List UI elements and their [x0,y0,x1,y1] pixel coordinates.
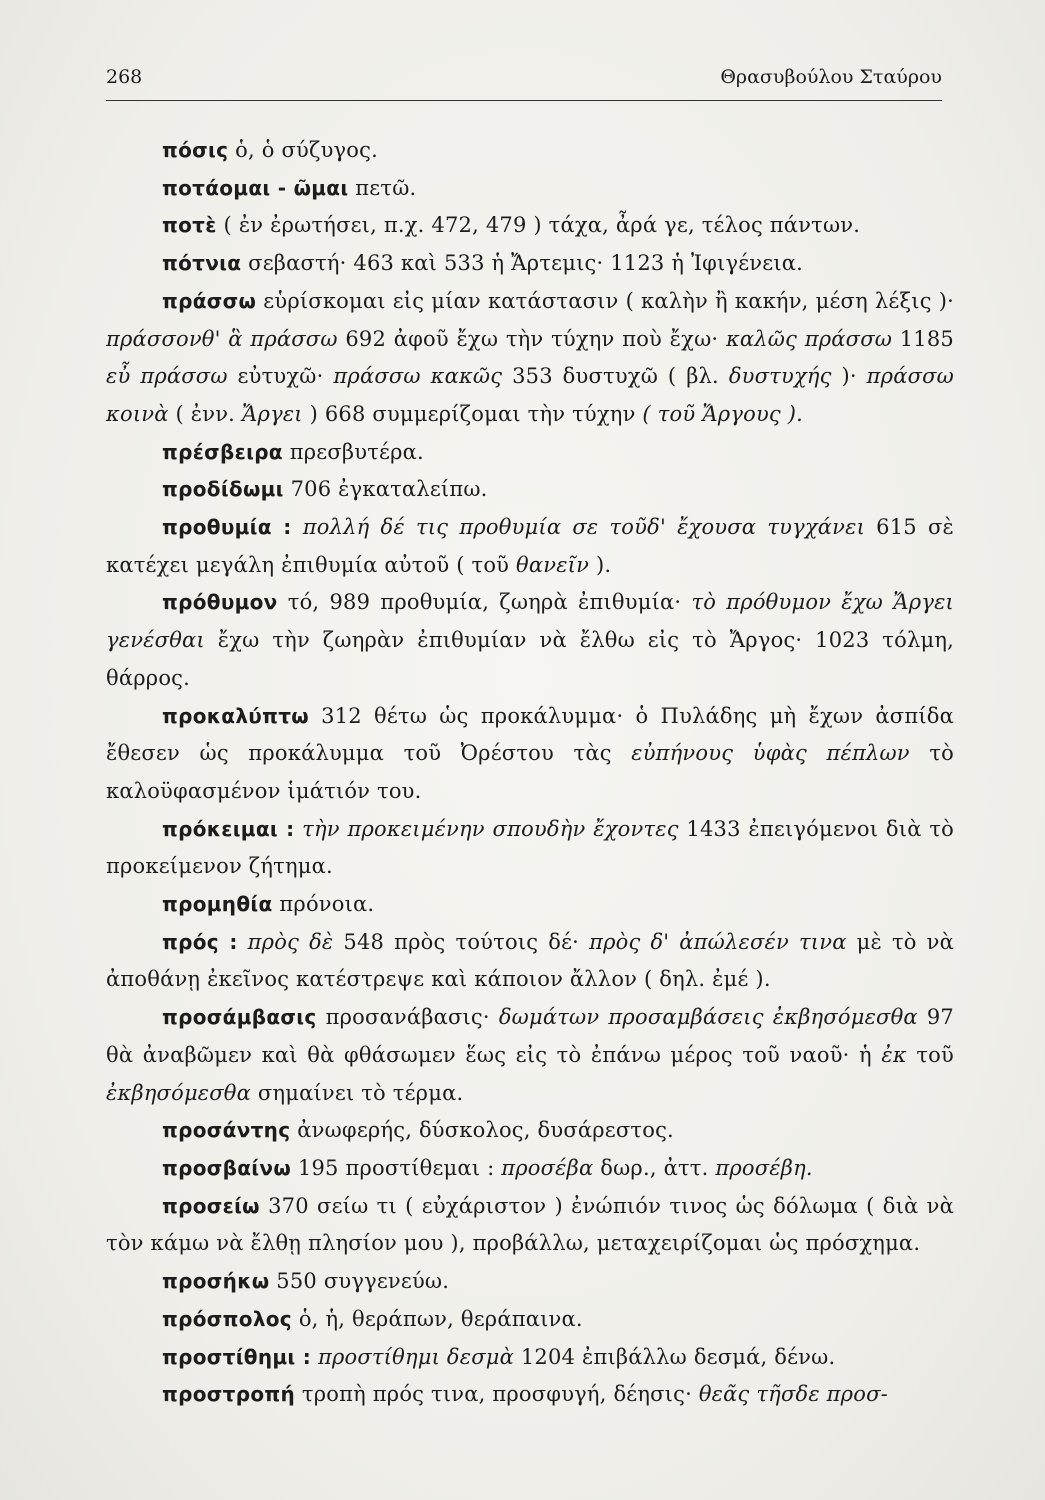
entry-definition: ὁ, ὁ σύζυγος. [228,138,378,162]
entry-definition: πετῶ. [348,175,417,200]
entry-quotation: δυστυχής [728,364,832,389]
entry-lemma: προσείω [162,1193,260,1218]
glossary-entry [106,1112,954,1150]
glossary-entry [106,1150,954,1188]
glossary-entry [106,924,954,999]
entry-quotation: δωμάτων προσαμβάσεις ἐκβησόμεσθα [498,1005,918,1030]
entry-quotation: θεᾶς τῆσδε προσ- [698,1382,888,1407]
entry-lemma: ποτὲ [162,213,217,238]
entry-definition: 548 πρὸς τούτοις δέ· [333,929,590,954]
entry-definition: προσανάβασις· [316,1005,499,1030]
entry-definition: 706 ἐγκαταλείπω. [283,477,488,502]
entry-lemma: προστροπή [162,1382,296,1407]
entry-quotation: καλῶς πράσσω [725,326,893,351]
glossary-entry [106,1339,954,1377]
entry-definition: 195 προστίθεμαι : [291,1155,502,1180]
entry-lemma: πρός : [162,929,238,954]
glossary-entry [106,1263,954,1301]
page-number: 268 [106,66,143,88]
entry-lemma: προσάμβασις [162,1005,317,1030]
entry-quotation: τὸ πρόθυμον ἔχω Ἄργει γενέσθαι [106,590,954,653]
entry-quotation: Ἄργει [241,401,303,426]
entry-lemma: πόσις [162,138,229,162]
entry-quotation: πράσσονθ' ἃ πράσσω [106,326,338,351]
glossary-entry [106,584,954,697]
glossary-entry [106,245,954,283]
entry-definition: σημαίνει τὸ τέρμα. [251,1080,464,1105]
entry-definition: τοῦ [906,1042,954,1067]
entry-definition: εὑρίσκομαι εἰς μίαν κατάστασιν ( καλὴν ἢ κακήν, μέση λέξις )· [256,288,954,313]
entry-lemma: προκαλύπτω [162,703,309,728]
entry-quotation: εὐπήνους ὑφὰς πέπλων [631,741,910,766]
entry-definition: ( ἐν ἐρωτήσει, π.χ. 472, 479 ) τάχα, ἆρά γε, τέλος πάντων. [216,213,861,238]
entry-lemma: προσάντης [162,1118,291,1143]
entry-quotation: πράσσω κακῶς [333,364,503,389]
entry-definition: )· [831,364,867,389]
entry-definition: 1185 [892,326,954,351]
entry-definition: 615 σὲ κατέχει μεγάλη ἐπιθυμία αὐτοῦ ( τοῦ [106,515,955,577]
entry-definition: 1204 ἐπιβάλλω δεσμά, δένω. [513,1344,836,1369]
entry-quotation: πρὸς δὲ [237,929,334,954]
entry-lemma: πρόσπολος [162,1306,292,1331]
glossary-entry [106,1301,954,1339]
entry-definition: σεβαστή· 463 καὶ 533 ἡ Ἄρτεμις· 1123 ἡ Ἰφιγένεια. [241,251,804,276]
glossary-entry [106,886,954,924]
entry-quotation: προσέβα [501,1155,594,1180]
entry-lemma: πρόκειμαι : [162,816,295,841]
glossary-entry [106,170,954,208]
entry-quotation: ( τοῦ Ἄργους ). [642,401,804,426]
entry-lemma: προστίθημι : [162,1344,312,1369]
entry-definition: ἀνωφερής, δύσκολος, δυσάρεστος. [290,1118,674,1143]
entry-definition: τροπὴ πρός τινα, προσφυγή, δέησις· [295,1382,699,1407]
entry-lemma: πρέσβειρα [162,439,283,464]
glossary-entry [106,132,954,170]
glossary-entry [106,1376,954,1414]
entry-quotation: ἐκ [881,1042,907,1067]
entry-definition: τό, 989 προθυμία, ζωηρὰ ἐπιθυμία· [277,590,692,615]
entry-definition: ὁ, ἡ, θεράπων, θεράπαινα. [291,1306,583,1331]
entry-definition: ( ἐνν. [168,401,242,426]
entry-definition: 97 θὰ ἀναβῶμεν καὶ θὰ φθάσωμεν ἕως εἰς τὸ ἐπάνω μέρος τοῦ ναοῦ· ἡ [106,1005,954,1067]
entry-definition: ) 668 συμμερίζομαι τὴν τύχην [302,401,643,426]
entry-definition: δωρ., ἀττ. [593,1155,716,1180]
entry-lemma: ποτάομαι - ῶμαι [162,175,349,200]
glossary-entry [106,999,954,1112]
entry-definition: εὐτυχῶ· [227,364,334,389]
entry-lemma: προσήκω [162,1269,270,1294]
entry-quotation: πρὸς δ' ἀπώλεσέν τινα [589,929,847,954]
entry-quotation: πολλή δέ τις προθυμία σε τοῦδ' ἔχουσα τυγχάνει [291,515,866,540]
entry-lemma: πότνια [162,251,242,276]
glossary-entry [106,509,954,584]
entry-quotation: προστίθημι δεσμὰ [311,1344,514,1369]
entry-quotation: πράσσω κοινὰ [106,364,954,426]
entry-quotation: εὖ πράσσω [106,364,228,389]
entry-definition: 312 θέτω ὡς προκάλυμμα· ὁ Πυλάδης μὴ ἔχων ἀσπίδα ἔθεσεν ὡς προκάλυμμα τοῦ Ὀρέστου τὰς [106,703,954,766]
entry-lemma: πρόθυμον [162,590,278,615]
entry-definition: τὸ καλοϋφασμένον ἱμάτιόν του. [106,741,954,803]
glossary-entry [106,811,954,886]
entry-lemma: προσβαίνω [162,1155,292,1180]
entry-definition: ἔχω τὴν ζωηρὰν ἐπιθυμίαν νὰ ἔλθω εἰς τὸ Ἄργος· 1023 τόλμη, θάρρος. [106,628,954,690]
page-header [106,60,942,101]
running-head: Θρασυβούλου Σταύρου [720,66,942,88]
entry-quotation: ἐκβησόμεσθα [106,1080,252,1105]
glossary-entry [106,283,954,434]
entry-lemma: προμηθία [162,892,273,917]
glossary-body [106,132,954,1414]
glossary-entry [106,207,954,245]
entry-definition: ). [589,552,612,577]
entry-definition: 1433 ἐπειγόμενοι διὰ τὸ προκείμενον ζήτημα. [106,816,954,879]
entry-quotation: προσέβη. [715,1155,813,1180]
entry-definition: 692 ἀφοῦ ἔχω τὴν τύχην ποὺ ἔχω· [337,326,726,351]
entry-definition: 550 συγγενεύω. [269,1269,450,1294]
glossary-entry [106,471,954,509]
entry-lemma: προθυμία : [162,515,292,540]
entry-quotation: τὴν προκειμένην σπουδὴν ἔχοντες [294,816,679,841]
entry-definition: μὲ τὸ νὰ ἀποθάνῃ ἐκεῖνος κατέστρεψε καὶ κάποιον ἄλλον ( δηλ. ἐμέ ). [106,929,954,992]
entry-lemma: προδίδωμι [162,477,284,502]
entry-definition: 370 σείω τι ( εὐχάριστον ) ἐνώπιόν τινος ὡς δόλωμα ( διὰ νὰ τὸν κάμω νὰ ἔλθῃ πλησίον μου ), προβάλλω, μεταχειρίζομαι ὡς πρόσχημα. [106,1193,954,1256]
glossary-entry [106,698,954,811]
entry-definition: πρεσβυτέρα. [282,439,424,464]
entry-lemma: πράσσω [162,288,257,313]
glossary-entry [106,1188,954,1263]
glossary-entry [106,434,954,472]
entry-quotation: θανεῖν [516,552,590,577]
entry-definition: πρόνοια. [272,892,375,917]
entry-definition: 353 δυστυχῶ ( βλ. [502,364,729,389]
